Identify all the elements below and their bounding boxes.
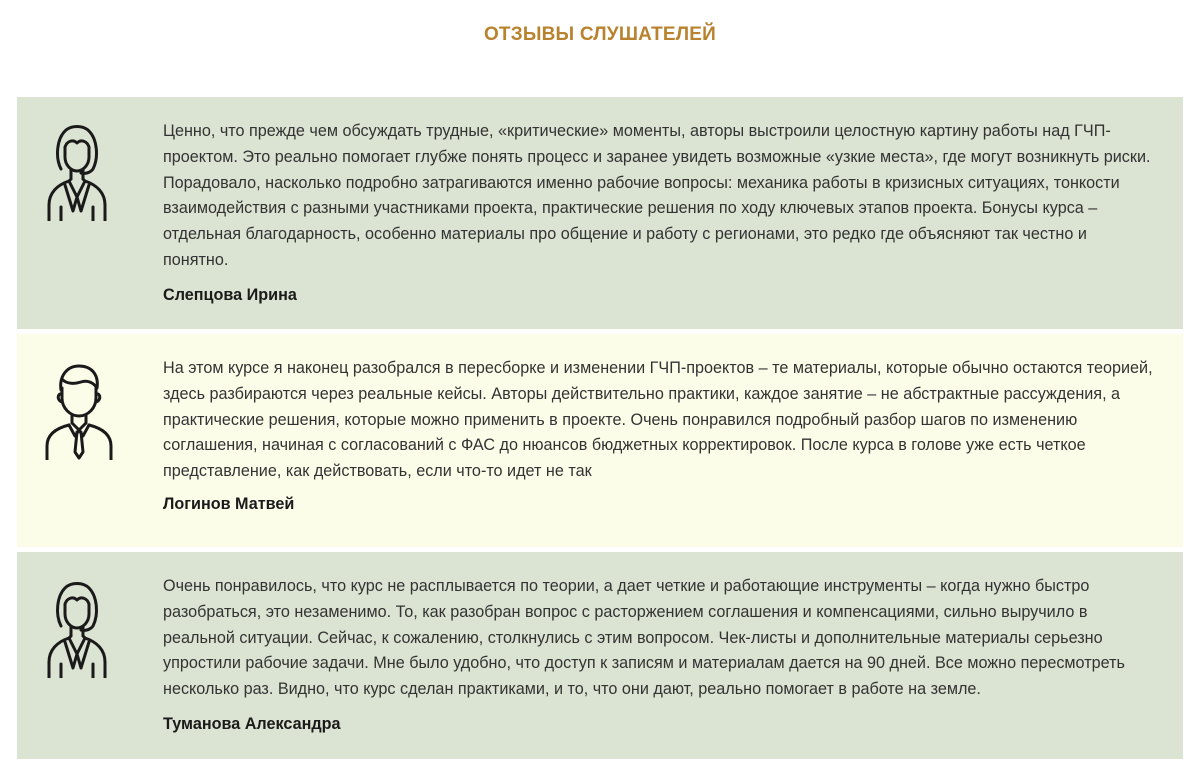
man-avatar-icon — [45, 360, 109, 460]
review-text: Очень понравилось, что курс не расплывается по теории, а дает четкие и работающие инструменты – когда нужно быстро разобраться, это незаменимо. То, как разобран вопрос с расторжением соглашения и компенсациями, сильно выручило в реальной ситуации. Сейчас, к сожалению, столкнулись с этим вопросом. Чек-листы и дополнительные материалы серьезно упростили рабочие задачи. Мне было удобно, что доступ к записям и материалам дается на 90 дней. Все можно пересмотреть несколько раз. Видно, что курс сделан практиками, и то, что они дают, реально помогает в работе на земле. — [163, 577, 1125, 699]
review-author: Туманова Александра — [163, 715, 341, 733]
woman-avatar-icon — [45, 121, 109, 221]
section-title: ОТЗЫВЫ СЛУШАТЕЛЕЙ — [483, 24, 717, 45]
reviews-list — [17, 97, 1183, 759]
review-text: На этом курсе я наконец разобрался в пересборке и изменении ГЧП-проектов – те материалы, которые обычно остаются теорией, здесь разбираются через реальные кейсы. Авторы действительно практики, каждое занятие – не абстрактные рассуждения, а практические решения, которые можно применить в проекте. Очень понравился подробный разбор шагов по изменению соглашения, начиная с согласований с ФАС до нюансов бюджетных корректировок. После курса в голове уже есть четкое представление, как действовать, если что-то идет не так — [163, 359, 1153, 481]
review-card — [17, 552, 1183, 759]
review-card — [17, 97, 1183, 329]
review-card — [17, 334, 1183, 547]
review-text: Ценно, что прежде чем обсуждать трудные, «критические» моменты, авторы выстроили целостную картину работы над ГЧП-проектом. Это реально помогает глубже понять процесс и заранее увидеть возможные «узкие места», где могут возникнуть риски. Порадовало, насколько подробно затрагиваются именно рабочие вопросы: механика работы в кризисных ситуациях, тонкости взаимодействия с разными участниками проекта, практические решения по ходу ключевых этапов проекта. Бонусы курса – отдельная благодарность, особенно материалы про общение и работу с регионами, это редко где объясняют так честно и понятно. — [163, 122, 1151, 269]
review-author: Слепцова Ирина — [163, 286, 297, 304]
review-author: Логинов Матвей — [163, 495, 295, 513]
woman-avatar-icon — [45, 578, 109, 678]
